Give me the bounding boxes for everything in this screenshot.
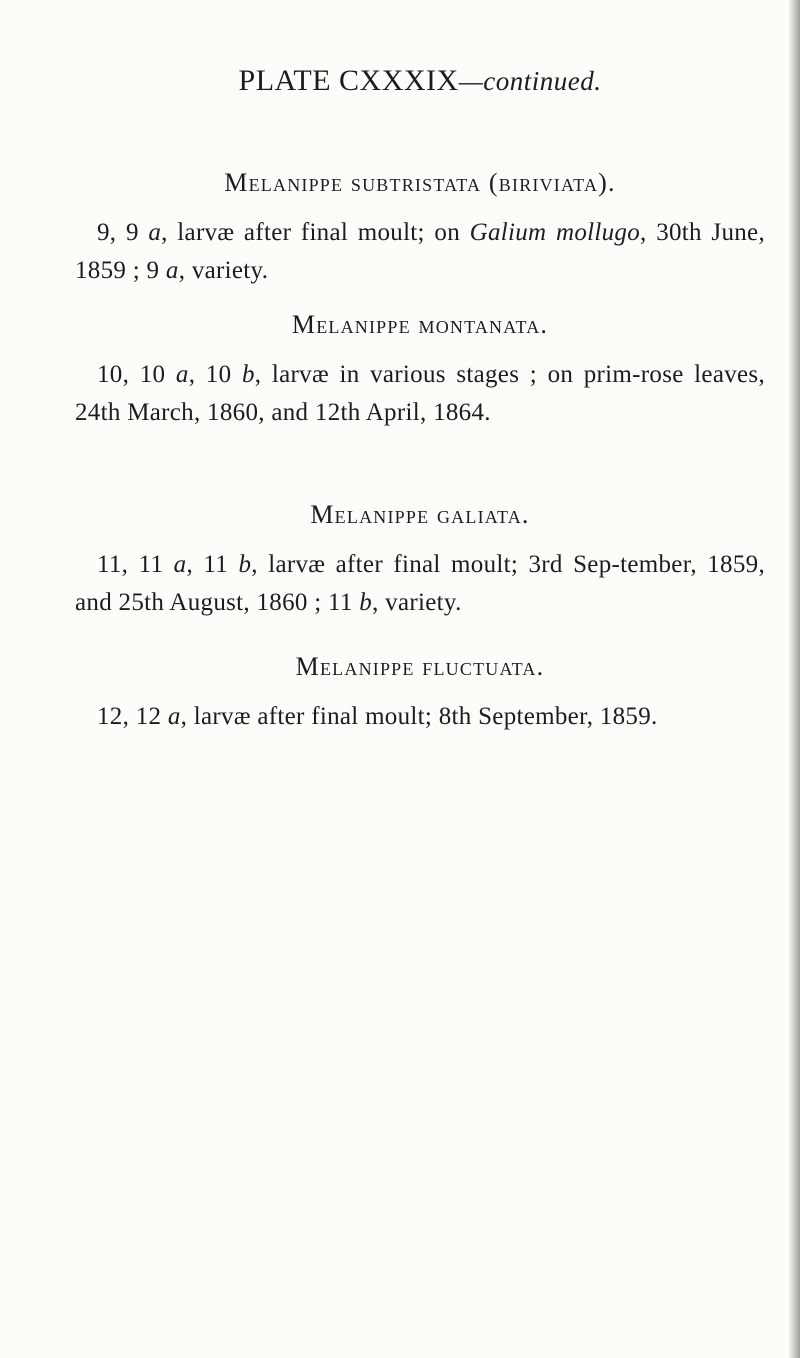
species-section-fluctuata [75, 652, 765, 736]
species-heading: Melanippe montanata. [291, 310, 549, 339]
species-section-subtristata [75, 168, 765, 290]
page-edge-shadow [788, 0, 800, 1358]
species-heading: Melanippe subtristata (biriviata). [224, 168, 616, 197]
species-heading: Melanippe galiata. [310, 500, 530, 529]
species-description: 9, 9 a, larvæ after final moult; on Galium mollugo, 30th June, 1859 ; 9 a, variety. [75, 219, 766, 284]
species-heading: Melanippe fluctuata. [295, 652, 545, 681]
species-section-montanata [75, 310, 765, 432]
species-section-galiata [75, 500, 765, 622]
plate-number: PLATE CXXXIX [238, 64, 459, 97]
continued-label: —continued. [458, 66, 602, 96]
species-description: 11, 11 a, 11 b, larvæ after final moult; 3rd Sep-tember, 1859, and 25th August, 1860 ; 11 b, variety. [75, 551, 766, 616]
species-description: 12, 12 a, larvæ after final moult; 8th September, 1859. [97, 703, 658, 730]
page-title [75, 64, 765, 98]
species-description: 10, 10 a, 10 b, larvæ in various stages ; on prim-rose leaves, 24th March, 1860, and 12th April, 1864. [75, 361, 765, 426]
